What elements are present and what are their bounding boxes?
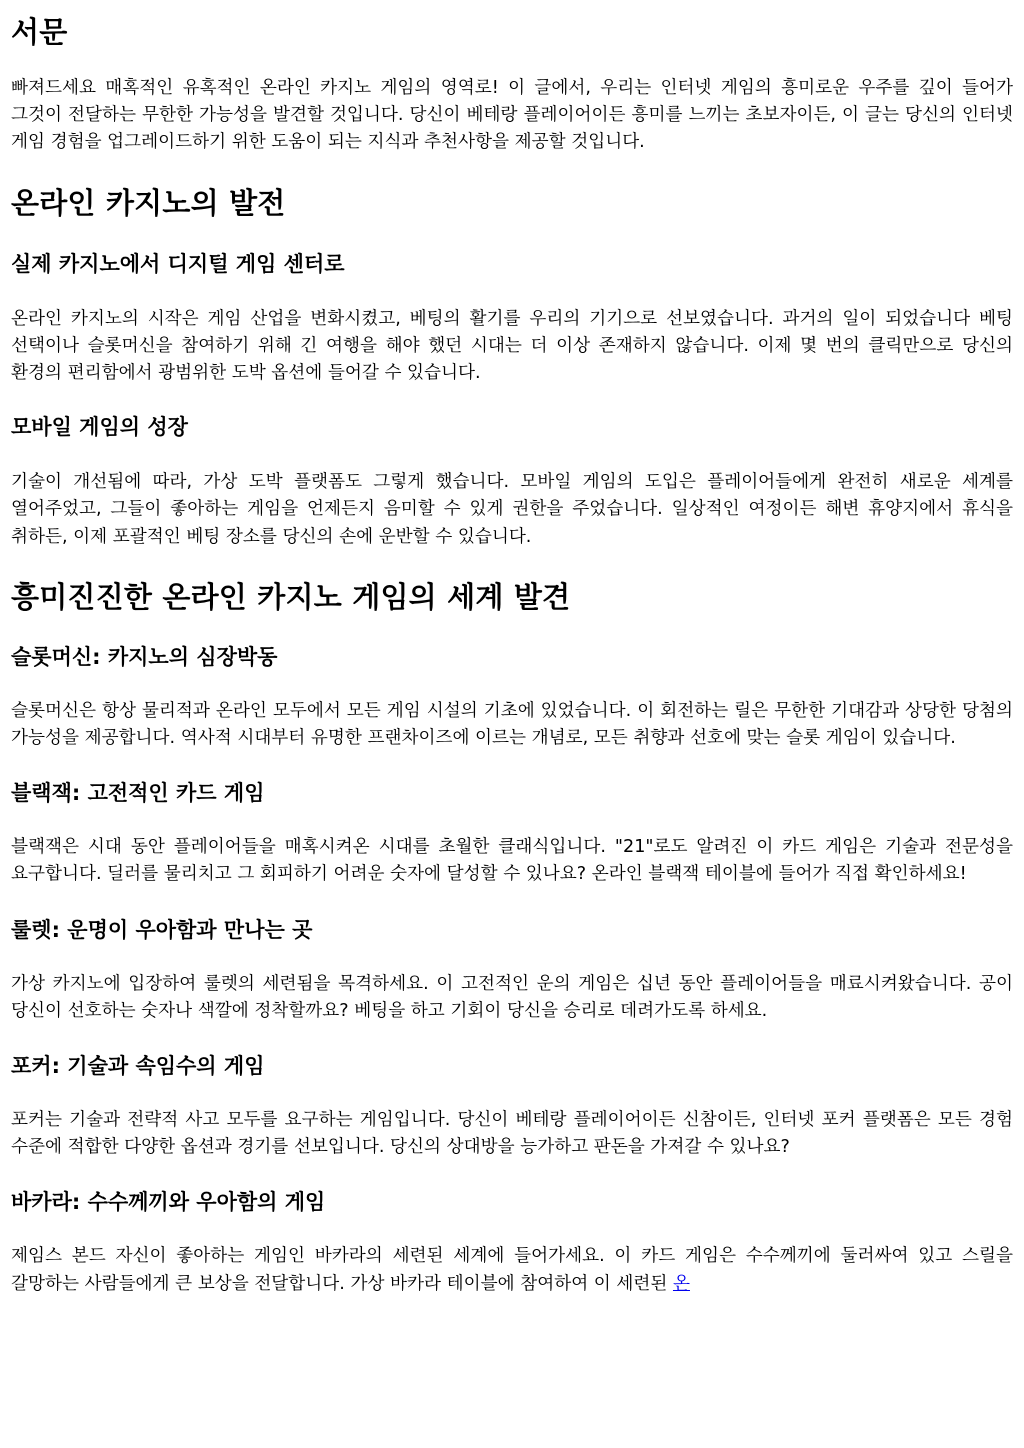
evolution-heading: 온라인 카지노의 발전	[11, 185, 286, 220]
section-body-digital-shift: 온라인 카지노의 시작은 게임 산업을 변화시켰고, 베팅의 활기를 우리의 기기으로 선보였습니다. 과거의 일이 되었습니다 베팅 선택이나 슬롯머신을 참여하기 위해 긴 여행을 해야 했던 시대는 더 이상 존재하지 않습니다. 이제 몇 번의 클릭만으로 당신의 환경의 편리함에서 광범위한 도박 옵션에 들어갈 수 있습니다.	[11, 308, 1013, 384]
world-heading: 흥미진진한 온라인 카지노 게임의 세계 발견	[11, 579, 571, 614]
section-title-baccarat: 바카라: 수수께끼와 우아함의 게임	[11, 1190, 326, 1215]
section-blackjack	[11, 779, 1013, 888]
section-body-baccarat-text: 제임스 본드 자신이 좋아하는 게임인 바카라의 세련된 세계에 들어가세요. 이 카드 게임은 수수께끼에 둘러싸여 있고 스릴을 갈망하는 사람들에게 큰 보상을 전달합니다. 가상 바카라 테이블에 참여하여 이 세련된	[11, 1246, 1013, 1294]
section-title-digital-shift: 실제 카지노에서 디지털 게임 센터로	[11, 251, 345, 276]
section-body-mobile-gaming: 기술이 개선됨에 따라, 가상 도박 플랫폼도 그렇게 했습니다. 모바일 게임의 도입은 플레이어들에게 완전히 새로운 세계를 열어주었고, 그들이 좋아하는 게임을 언제든지 음미할 수 있게 권한을 주었습니다. 일상적인 여정이든 해변 휴양지에서 휴식을 취하든, 이제 포괄적인 베팅 장소를 당신의 손에 운반할 수 있습니다.	[11, 472, 1013, 547]
section-title-slots: 슬롯머신: 카지노의 심장박동	[11, 644, 278, 669]
intro-heading: 서문	[11, 15, 68, 49]
section-body-baccarat	[11, 1243, 1013, 1297]
section-body-poker: 포커는 기술과 전략적 사고 모두를 요구하는 게임입니다. 당신이 베테랑 플레이어이든 신참이든, 인터넷 포커 플랫폼은 모든 경험 수준에 적합한 다양한 옵션과 경기를 선보입니다. 당신의 상대방을 능가하고 판돈을 가져갈 수 있나요?	[11, 1110, 1013, 1158]
section-slots	[11, 643, 1013, 752]
section-title-poker: 포커: 기술과 속임수의 게임	[11, 1054, 265, 1079]
article	[0, 14, 1024, 1298]
section-body-slots: 슬롯머신은 항상 물리적과 온라인 모두에서 모든 게임 시설의 기초에 있었습니다. 이 회전하는 릴은 무한한 기대감과 상당한 당첨의 가능성을 제공합니다. 역사적 시대부터 유명한 프랜차이즈에 이르는 개념로, 모든 취향과 선호에 맞는 슬롯 게임이 있습니다.	[11, 700, 1013, 749]
section-baccarat	[11, 1188, 1013, 1297]
section-roulette	[11, 916, 1013, 1025]
inline-link[interactable]: 온	[672, 1273, 690, 1294]
section-title-roulette: 룰렛: 운명이 우아함과 만나는 곳	[11, 917, 313, 942]
intro-paragraph: 빠져드세요 매혹적인 유혹적인 온라인 카지노 게임의 영역로! 이 글에서, 우리는 인터넷 게임의 흥미로운 우주를 깊이 들어가 그것이 전달하는 무한한 가능성을 발견할 것입니다. 당신이 베테랑 플레이어이든 흥미를 느끼는 초보자이든, 이 글는 당신의 인터넷 게임 경험을 업그레이드하기 위한 도움이 되는 지식과 추천사항을 제공할 것입니다.	[11, 78, 1013, 153]
section-body-blackjack: 블랙잭은 시대 동안 플레이어들을 매혹시켜온 시대를 초월한 클래식입니다. "21"로도 알려진 이 카드 게임은 기술과 전문성을 요구합니다. 딜러를 물리치고 그 회피하기 어려운 숫자에 달성할 수 있나요? 온라인 블랙잭 테이블에 들어가 직접 확인하세요!	[11, 837, 1013, 885]
section-poker	[11, 1052, 1013, 1161]
section-title-blackjack: 블랙잭: 고전적인 카드 게임	[11, 781, 265, 806]
section-body-roulette: 가상 카지노에 입장하여 룰렛의 세련됨을 목격하세요. 이 고전적인 운의 게임은 십년 동안 플레이어들을 매료시켜왔습니다. 공이 당신이 선호하는 숫자나 색깔에 정착할까요? 베팅을 하고 기회이 당신을 승리로 데려가도록 하세요.	[11, 973, 1013, 1021]
section-title-mobile-gaming: 모바일 게임의 성장	[11, 415, 188, 440]
